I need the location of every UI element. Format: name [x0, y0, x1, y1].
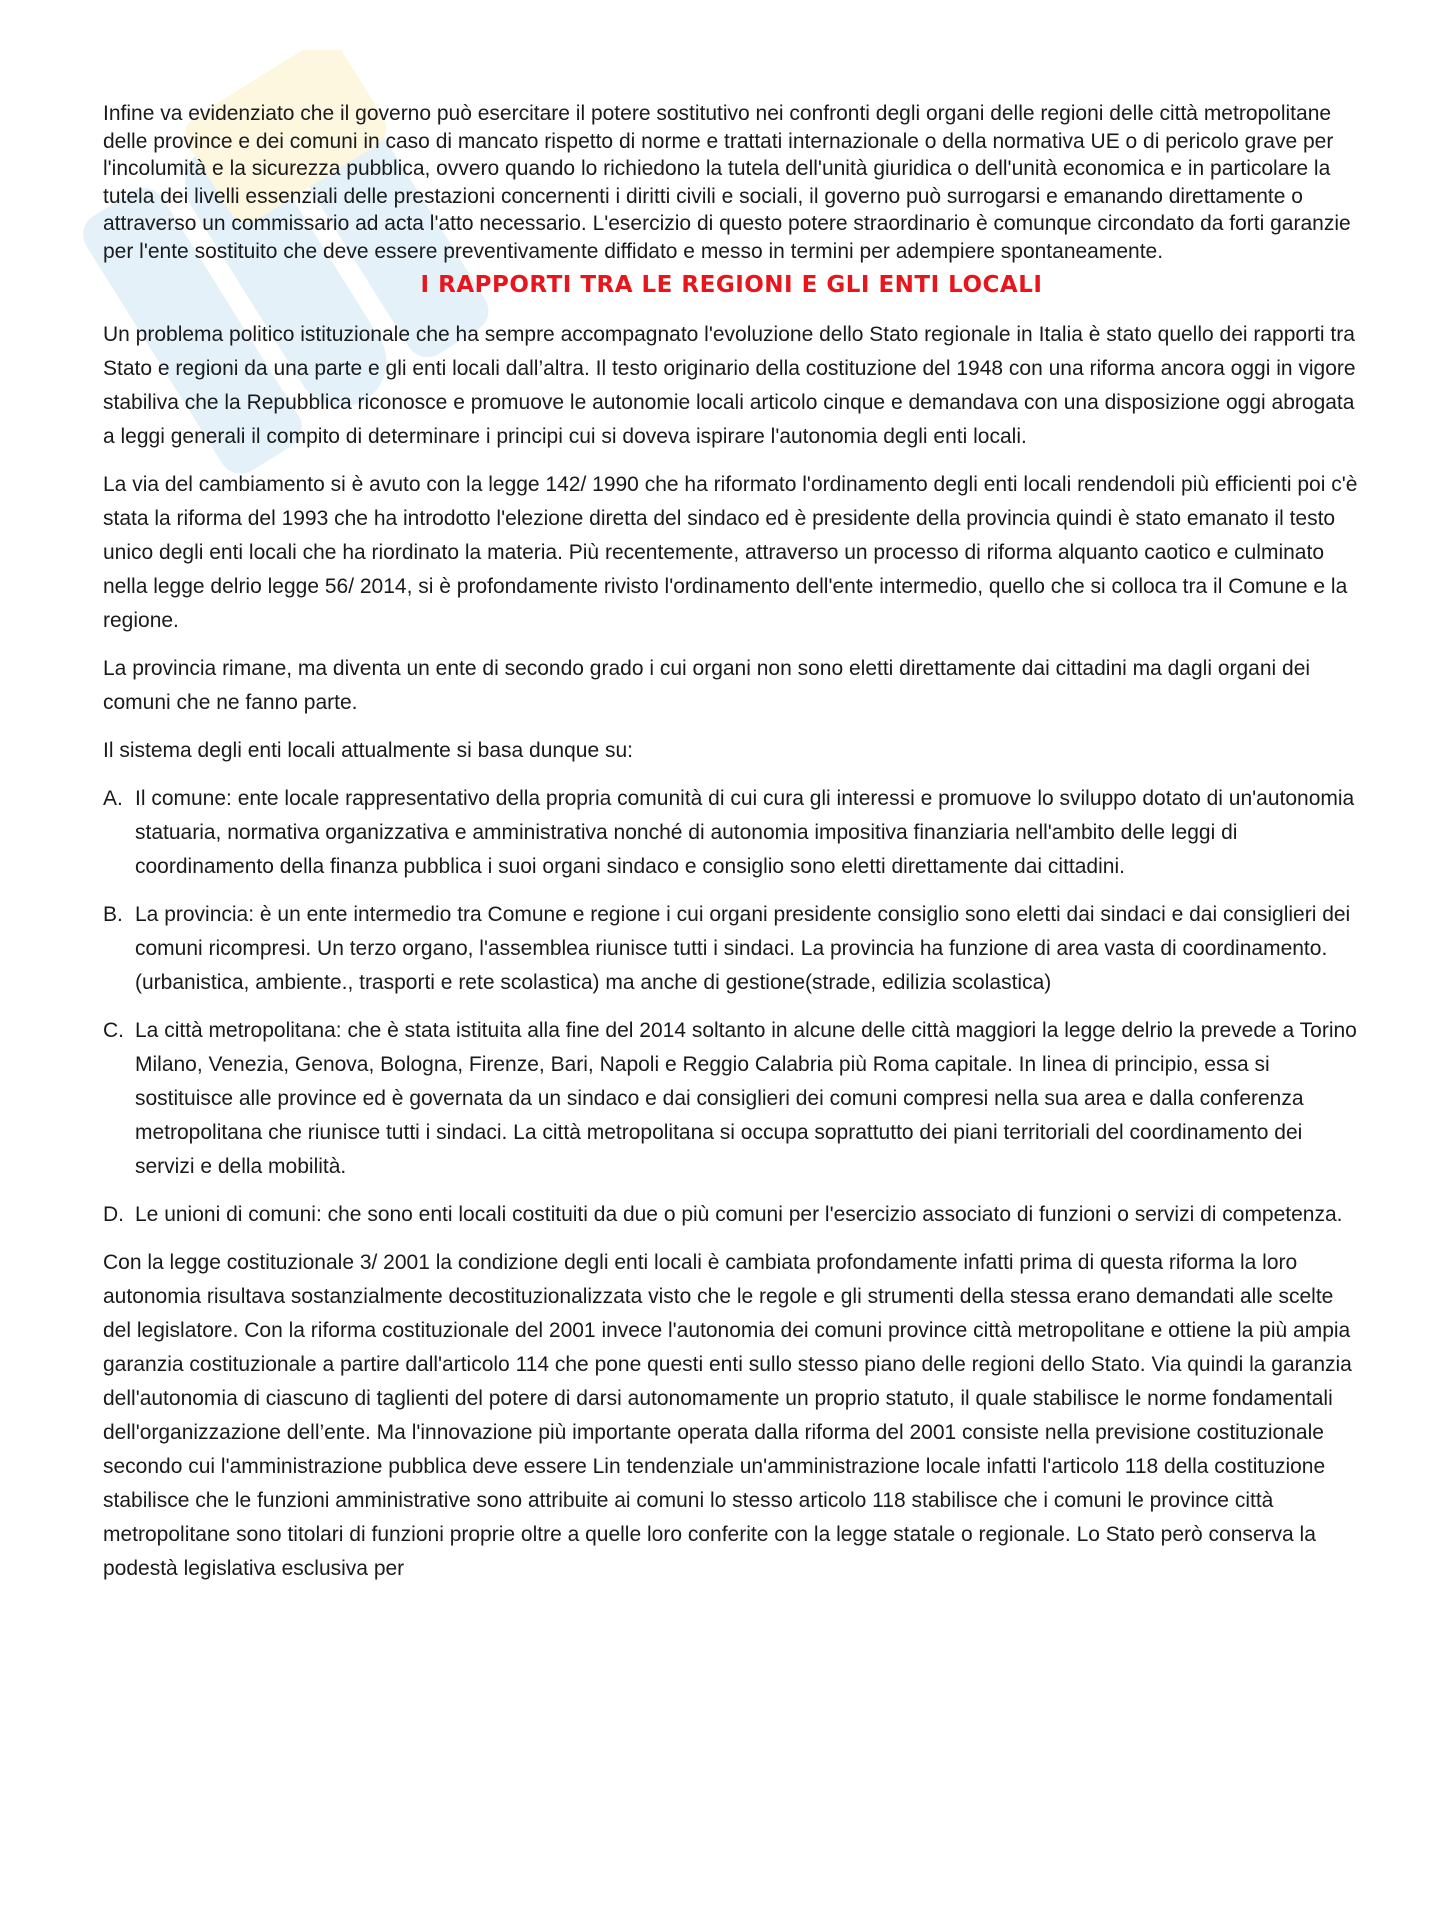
body-paragraph: Un problema politico istituzionale che ha sempre accompagnato l'evoluzione dello Stato regionale in Italia è stato quello dei rapporti tra Stato e regioni da una parte e gli enti locali dall’altra. Il testo originario della costituzione del 1948 con una riforma ancora oggi in vigore stabiliva che la Repubblica riconosce e promuove le autonomie locali articolo cinque e demandava con una disposizione oggi abrogata a leggi generali il compito di determinare i principi cui si doveva ispirare l'autonomia degli enti locali. [103, 323, 1356, 448]
list-marker: A. [103, 787, 123, 810]
closing-paragraph: Con la legge costituzionale 3/ 2001 la condizione degli enti locali è cambiata profondamente infatti prima di questa riforma la loro autonomia risultava sostanzialmente decostituzionalizzata visto che le regole e gli strumenti della stessa erano demandati alle scelte del legislatore. Con la riforma costituzionale del 2001 invece l'autonomia dei comuni province città metropolitane e ottiene la più ampia garanzia costituzionale a partire dall'articolo 114 che pone questi enti sullo stesso piano delle regioni dello Stato. Via quindi la garanzia dell'autonomia di ciascuno di taglienti del potere di darsi autonomamente un proprio statuto, il quale stabilisce le norme fondamentali dell'organizzazione dell’ente. Ma l'innovazione più importante operata dalla riforma del 2001 consiste nella previsione costituzionale secondo cui l'amministrazione pubblica deve essere Lin tendenziale un'amministrazione locale infatti l'articolo 118 della costituzione stabilisce che le funzioni amministrative sono attribuite ai comuni lo stesso articolo 118 stabilisce che i comuni le province città metropolitane sono titolari di funzioni proprie oltre a quelle loro conferite con la legge statale o regionale. Lo Stato però conserva la podestà legislativa esclusiva per [103, 1251, 1352, 1580]
list-item [103, 1014, 1360, 1184]
list-item [103, 1198, 1360, 1232]
list-marker: D. [103, 1203, 124, 1226]
body-paragraph: La provincia rimane, ma diventa un ente di secondo grado i cui organi non sono eletti direttamente dai cittadini ma dagli organi dei comuni che ne fanno parte. [103, 657, 1311, 714]
intro-paragraph: Infine va evidenziato che il governo può esercitare il potere sostitutivo nei confronti degli organi delle regioni delle città metropolitane delle province e dei comuni in caso di mancato rispetto di norme e trattati internazionale o della normativa UE o di pericolo grave per l'incolumità e la sicurezza pubblica, ovvero quando lo richiedono la tutela dell'unità giuridica o dell'unità economica e in particolare la tutela dei livelli essenziali delle prestazioni concernenti i diritti civili e sociali, il governo può surrogarsi e emanando direttamente o attraverso un commissario ad acta l'atto necessario. L'esercizio di questo potere straordinario è comunque circondato da forti garanzie per l'ente sostituito che deve essere preventivamente diffidato e messo in termini per adempiere spontaneamente. [103, 102, 1351, 263]
list-item-text: La città metropolitana: che è stata istituita alla fine del 2014 soltanto in alcune delle città maggiori la legge delrio la prevede a Torino Milano, Venezia, Genova, Bologna, Firenze, Bari, Napoli e Reggio Calabria più Roma capitale. In linea di principio, essa si sostituisce alle province ed è governata da un sindaco e dai consiglieri dei comuni compresi nella sua area e dalla conferenza metropolitana che riunisce tutti i sindaci. La città metropolitana si occupa soprattutto dei piani territoriali del coordinamento dei servizi e della mobilità. [135, 1019, 1357, 1178]
section-title: I RAPPORTI TRA LE REGIONI E GLI ENTI LOCALI [420, 272, 1043, 298]
list-marker: B. [103, 903, 123, 926]
list-item [103, 898, 1360, 1000]
body-paragraph: Il sistema degli enti locali attualmente si basa dunque su: [103, 739, 633, 762]
list-item-text: Le unioni di comuni: che sono enti locali costituiti da due o più comuni per l'esercizio associato di funzioni o servizi di competenza. [135, 1203, 1343, 1226]
list-item-text: Il comune: ente locale rappresentativo della propria comunità di cui cura gli interessi e promuove lo sviluppo dotato di un'autonomia statuaria, normativa organizzativa e amministrativa nonché di autonomia impositiva finanziaria nell'ambito delle leggi di coordinamento della finanza pubblica i suoi organi sindaco e consiglio sono eletti direttamente dai cittadini. [135, 787, 1355, 878]
enti-locali-list [103, 782, 1360, 1232]
list-item [103, 782, 1360, 884]
body-paragraph: La via del cambiamento si è avuto con la legge 142/ 1990 che ha riformato l'ordinamento degli enti locali rendendoli più efficienti poi c'è stata la riforma del 1993 che ha introdotto l'elezione diretta del sindaco ed è presidente della provincia quindi è stato emanato il testo unico degli enti locali che ha riordinato la materia. Più recentemente, attraverso un processo di riforma alquanto caotico e culminato nella legge delrio legge 56/ 2014, si è profondamente rivisto l'ordinamento dell'ente intermedio, quello che si colloca tra il Comune e la regione. [103, 473, 1358, 632]
list-marker: C. [103, 1019, 124, 1042]
document-page [103, 100, 1360, 1586]
list-item-text: La provincia: è un ente intermedio tra Comune e regione i cui organi presidente consiglio sono eletti dai sindaci e dai consiglieri dei comuni ricompresi. Un terzo organo, l'assemblea riunisce tutti i sindaci. La provincia ha funzione di area vasta di coordinamento.(urbanistica, ambiente., trasporti e rete scolastica) ma anche di gestione(strade, edilizia scolastica) [135, 903, 1351, 994]
